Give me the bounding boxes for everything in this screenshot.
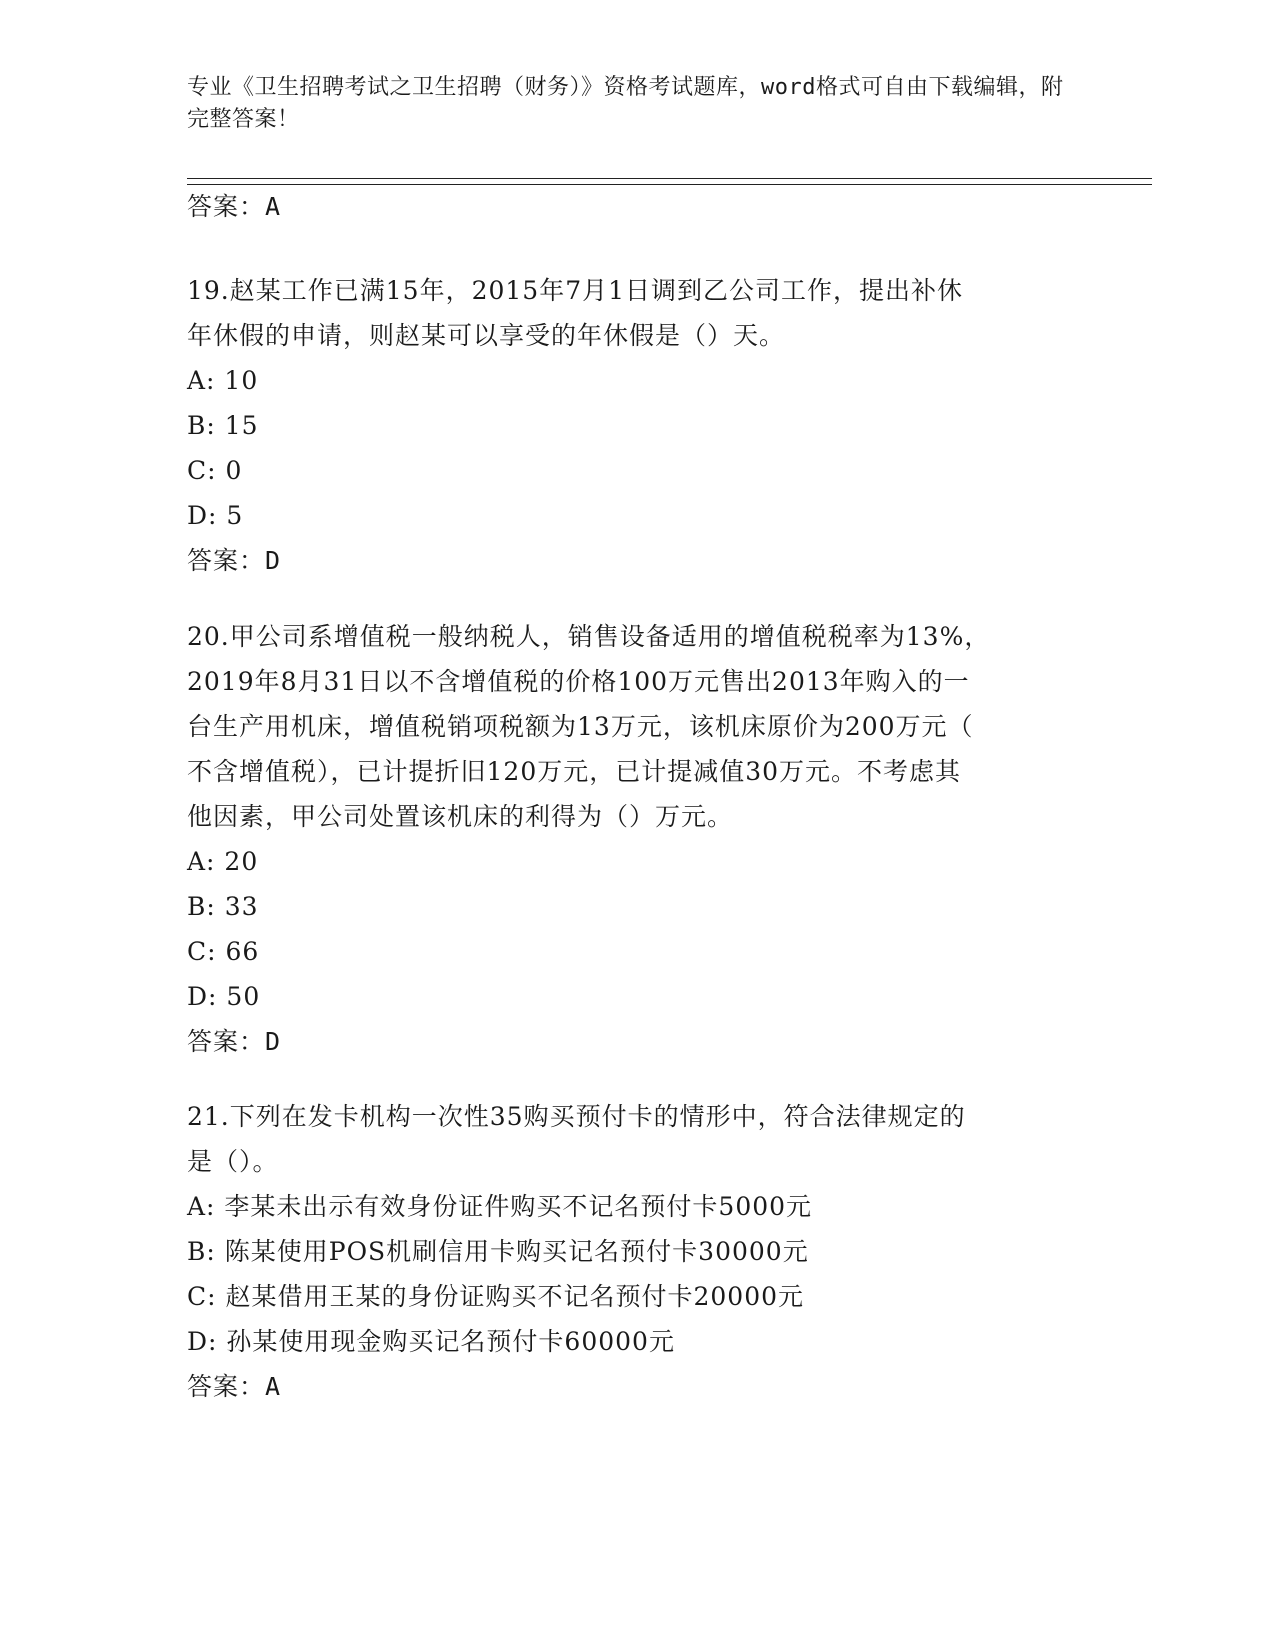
option-c: C: 66 — [187, 937, 260, 966]
previous-answer: 答案：A — [187, 192, 282, 221]
option-a: A: 10 — [187, 366, 259, 395]
option-c: C: 0 — [187, 456, 243, 485]
header-divider-top — [187, 178, 1152, 179]
question-stem-line: 2019年8月31日以不含增值税的价格100万元售出2013年购入的一 — [187, 667, 970, 696]
page-header: 专业《卫生招聘考试之卫生招聘（财务）》资格考试题库，word格式可自由下载编辑，附完整答案！ — [187, 75, 1064, 132]
option-b: B: 33 — [187, 892, 259, 921]
option-c: C: 赵某借用王某的身份证购买不记名预付卡20000元 — [187, 1282, 805, 1311]
answer-label: 答案：D — [187, 546, 282, 575]
question-stem-line: 年休假的申请，则赵某可以享受的年休假是（）天。 — [187, 321, 786, 350]
option-b: B: 陈某使用POS机刷信用卡购买记名预付卡30000元 — [187, 1237, 809, 1266]
question-20 — [187, 614, 1067, 1064]
question-stem-line: 19.赵某工作已满15年，2015年7月1日调到乙公司工作，提出补休 — [187, 276, 964, 305]
answer-label: 答案：D — [187, 1027, 282, 1056]
answer-label: 答案：A — [187, 1372, 282, 1401]
option-a: A: 20 — [187, 847, 259, 876]
option-d: D: 5 — [187, 501, 244, 530]
question-stem-line: 21.下列在发卡机构一次性35购买预付卡的情形中，符合法律规定的 — [187, 1102, 966, 1131]
option-a: A: 李某未出示有效身份证件购买不记名预付卡5000元 — [187, 1192, 813, 1221]
question-stem-line: 台生产用机床，增值税销项税额为13万元，该机床原价为200万元（ — [187, 712, 974, 741]
question-stem-line: 不含增值税），已计提折旧120万元，已计提减值30万元。不考虑其 — [187, 757, 962, 786]
option-d: D: 50 — [187, 982, 261, 1011]
question-21 — [187, 1094, 1067, 1409]
question-19 — [187, 268, 1067, 583]
option-d: D: 孙某使用现金购买记名预付卡60000元 — [187, 1327, 675, 1356]
question-stem-line: 是（）。 — [187, 1147, 279, 1176]
option-b: B: 15 — [187, 411, 259, 440]
question-stem-line: 他因素，甲公司处置该机床的利得为（）万元。 — [187, 802, 734, 831]
question-stem-line: 20.甲公司系增值税一般纳税人，销售设备适用的增值税税率为13%， — [187, 622, 991, 651]
